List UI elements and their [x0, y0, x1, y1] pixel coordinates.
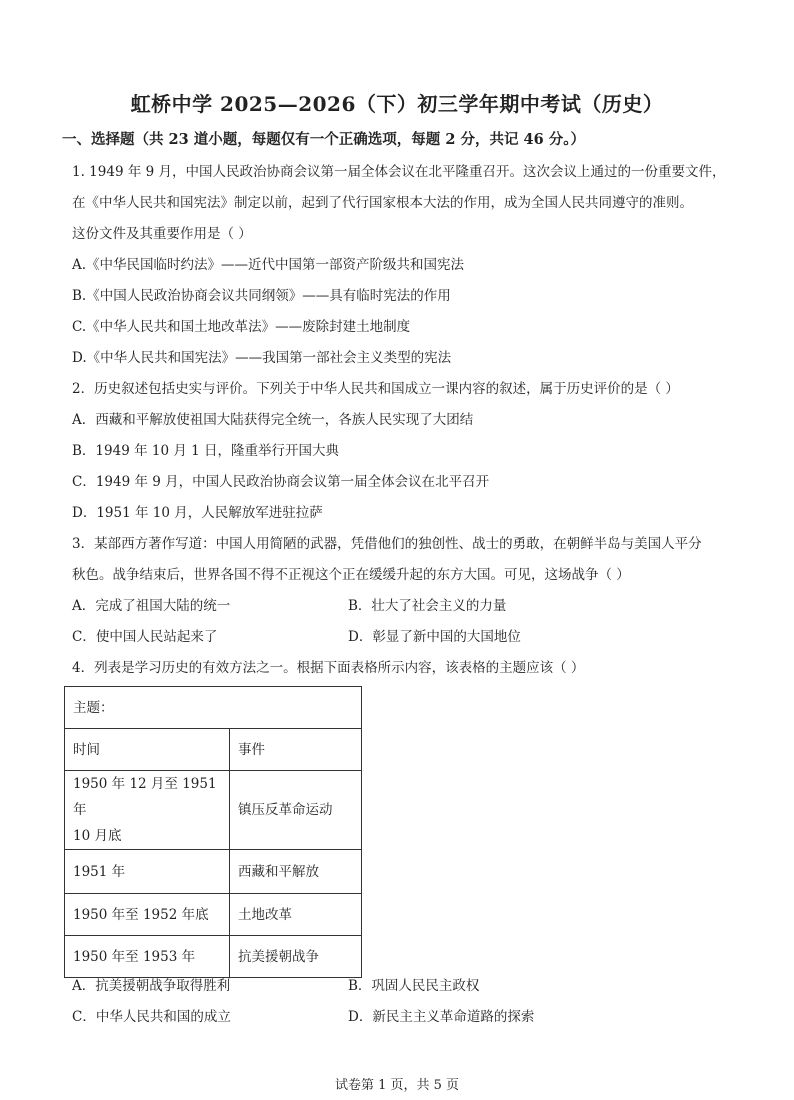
q3-option-a: A．完成了祖国大陆的统一 — [72, 598, 231, 614]
table-header-time: 时间 — [65, 729, 230, 771]
exam-title: 虹桥中学 2025—2026（下）初三学年期中考试（历史） — [130, 92, 664, 116]
q4-option-c: C．中华人民共和国的成立 — [72, 1009, 231, 1025]
q1-option-b: B.《中国人民政治协商会议共同纲领》——具有临时宪法的作用 — [72, 288, 451, 304]
q2-option-d: D．1951 年 10 月，人民解放军进驻拉萨 — [72, 505, 323, 521]
table-cell-event: 西藏和平解放 — [230, 850, 362, 894]
table-header-row — [65, 729, 362, 771]
q3-option-b: B．壮大了社会主义的力量 — [348, 598, 507, 614]
table-row — [65, 936, 362, 978]
table-cell-time: 1951 年 — [65, 850, 230, 894]
table-cell-time: 1950 年 12 月至 1951 年 10 月底 — [65, 771, 230, 850]
q1-option-c: C.《中华人民共和国土地改革法》——废除封建土地制度 — [72, 319, 411, 335]
table-cell-event: 土地改革 — [230, 894, 362, 936]
q1-option-a: A.《中华民国临时约法》——近代中国第一部资产阶级共和国宪法 — [72, 257, 465, 273]
q2-option-b: B．1949 年 10 月 1 日，隆重举行开国大典 — [72, 443, 340, 459]
q3-stem-line: 3．某部西方著作写道：中国人用简陋的武器，凭借他们的独创性、战士的勇敢，在朝鲜半岛与美国人平分 — [72, 536, 702, 552]
table-row — [65, 850, 362, 894]
q4-option-a: A．抗美援朝战争取得胜利 — [72, 978, 231, 994]
table-header-event: 事件 — [230, 729, 362, 771]
q2-option-a: A．西藏和平解放使祖国大陆获得完全统一，各族人民实现了大团结 — [72, 412, 474, 428]
q1-stem-line: 这份文件及其重要作用是（ ） — [72, 226, 252, 242]
table-cell-time: 1950 年至 1953 年 — [65, 936, 230, 978]
section-heading: 一、选择题（共 23 道小题，每题仅有一个正确选项，每题 2 分，共记 46 分。） — [62, 131, 585, 148]
table-cell-event: 抗美援朝战争 — [230, 936, 362, 978]
table-cell-event: 镇压反革命运动 — [230, 771, 362, 850]
q1-stem-line: 在《中华人民共和国宪法》制定以前，起到了代行国家根本大法的作用，成为全国人民共同遵守的准则。 — [72, 195, 693, 211]
table-cell-time: 1950 年至 1952 年底 — [65, 894, 230, 936]
q3-option-c: C．使中国人民站起来了 — [72, 629, 218, 645]
q3-stem-line: 秋色。战争结束后，世界各国不得不正视这个正在缓缓升起的东方大国。可见，这场战争（ ） — [72, 567, 630, 583]
q2-stem: 2．历史叙述包括史实与评价。下列关于中华人民共和国成立一课内容的叙述，属于历史评价的是（ ） — [72, 381, 679, 397]
q4-option-b: B．巩固人民民主政权 — [348, 978, 480, 994]
q4-stem: 4．列表是学习历史的有效方法之一。根据下面表格所示内容，该表格的主题应该（ ） — [72, 660, 585, 676]
q2-option-c: C．1949 年 9 月，中国人民政治协商会议第一届全体会议在北平召开 — [72, 474, 490, 490]
table-theme-cell: 主题： — [65, 687, 362, 729]
table-row — [65, 894, 362, 936]
q3-option-d: D．彰显了新中国的大国地位 — [348, 629, 521, 645]
q4-table — [64, 686, 362, 978]
q1-stem-line: 1. 1949 年 9 月，中国人民政治协商会议第一届全体会议在北平隆重召开。这次会议上通过的一份重要文件， — [72, 164, 726, 180]
q4-option-d: D．新民主主义革命道路的探索 — [348, 1009, 535, 1025]
page-footer: 试卷第 1 页，共 5 页 — [334, 1078, 460, 1093]
table-row — [65, 687, 362, 729]
table-row — [65, 771, 362, 850]
q1-option-d: D.《中华人民共和国宪法》——我国第一部社会主义类型的宪法 — [72, 350, 452, 366]
